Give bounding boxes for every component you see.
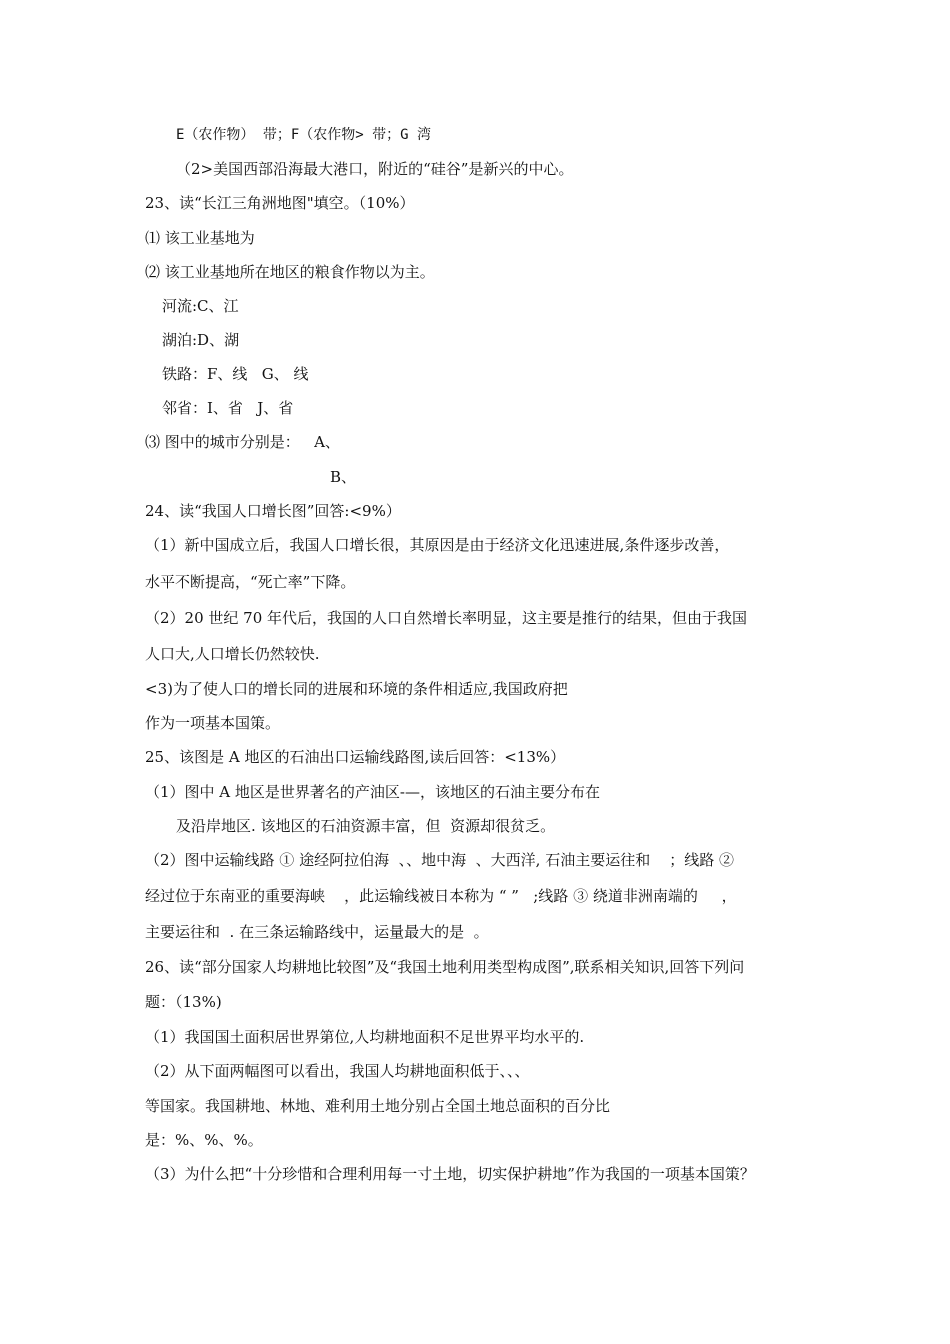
text-line-8: 铁路：F、线 G、 线 [162,365,309,383]
text-line-10: ⑶ 图中的城市分别是： A、 [145,433,340,451]
text-line-2: （2>美国西部沿海最大港口，附近的“硅谷”是新兴的中心。 [176,160,574,178]
text-line-23: 经过位于东南亚的重要海峡 ，此运输线被日本称为 “ ” ;线路 ③ 绕道非洲南端的 ， [145,887,737,905]
text-line-22: （2）图中运输线路 ① 途经阿拉伯海 、、地中海 、大西洋, 石油主要运往和 ；线路 ② [145,851,735,869]
text-line-7: 湖泊:D、湖 [162,331,240,349]
text-line-18: 作为一项基本国策。 [145,714,281,732]
text-line-31: （3）为什么把“十分珍惜和合理利用每一寸土地，切实保护耕地”作为我国的一项基本国策？ [145,1165,755,1183]
text-line-13: （1）新中国成立后，我国人口增长很，其原因是由于经济文化迅速进展,条件逐步改善， [145,536,730,554]
question-26-heading: 26、读“部分国家人均耕地比较图”及“我国土地利用类型构成图”,联系相关知识,回答下列问 [145,958,745,976]
text-line-14: 水平不断提高，“死亡率”下降。 [145,573,356,591]
text-line-15: （2）20 世纪 70 年代后，我国的人口自然增长率明显，这主要是推行的结果，但由于我国 [145,609,748,627]
text-line-29: 等国家。我国耕地、林地、难利用土地分别占全国土地总面积的百分比 [145,1097,611,1115]
question-23-heading: 23、读“长江三角洲地图"填空。（10%） [145,194,415,212]
text-line-30: 是：%、%、%。 [145,1131,263,1149]
text-line-21: 及沿岸地区. 该地区的石油资源丰富，但 资源却很贫乏。 [176,817,556,835]
question-24-heading: 24、读“我国人口增长图”回答:<9%） [145,502,401,520]
text-line-1: E（农作物） 带；F（农作物> 带；G 湾 [176,127,432,143]
text-line-20: （1）图中 A 地区是世界著名的产油区-—，该地区的石油主要分布在 [145,783,600,801]
text-line-16: 人口大,人口增长仍然较快. [145,645,320,663]
text-line-4: ⑴ 该工业基地为 [145,229,255,247]
text-line-17: <3)为了使人口的增长同的进展和环境的条件相适应,我国政府把 [145,680,568,698]
text-line-9: 邻省：I、省 J、省 [162,399,294,417]
text-line-11: B、 [330,468,357,486]
question-25-heading: 25、该图是 A 地区的石油出口运输线路图,读后回答：<13%） [145,748,566,766]
text-line-5: ⑵ 该工业基地所在地区的粮食作物以为主。 [145,263,435,281]
text-line-6: 河流:C、江 [162,297,239,315]
text-line-28: （2）从下面两幅图可以看出，我国人均耕地面积低于、、、 [145,1062,530,1080]
text-line-24: 主要运往和 . 在三条运输路线中，运量最大的是 。 [145,923,489,941]
text-line-26: 题：（13%) [145,993,222,1011]
text-line-27: （1）我国国土面积居世界第位,人均耕地面积不足世界平均水平的. [145,1028,585,1046]
